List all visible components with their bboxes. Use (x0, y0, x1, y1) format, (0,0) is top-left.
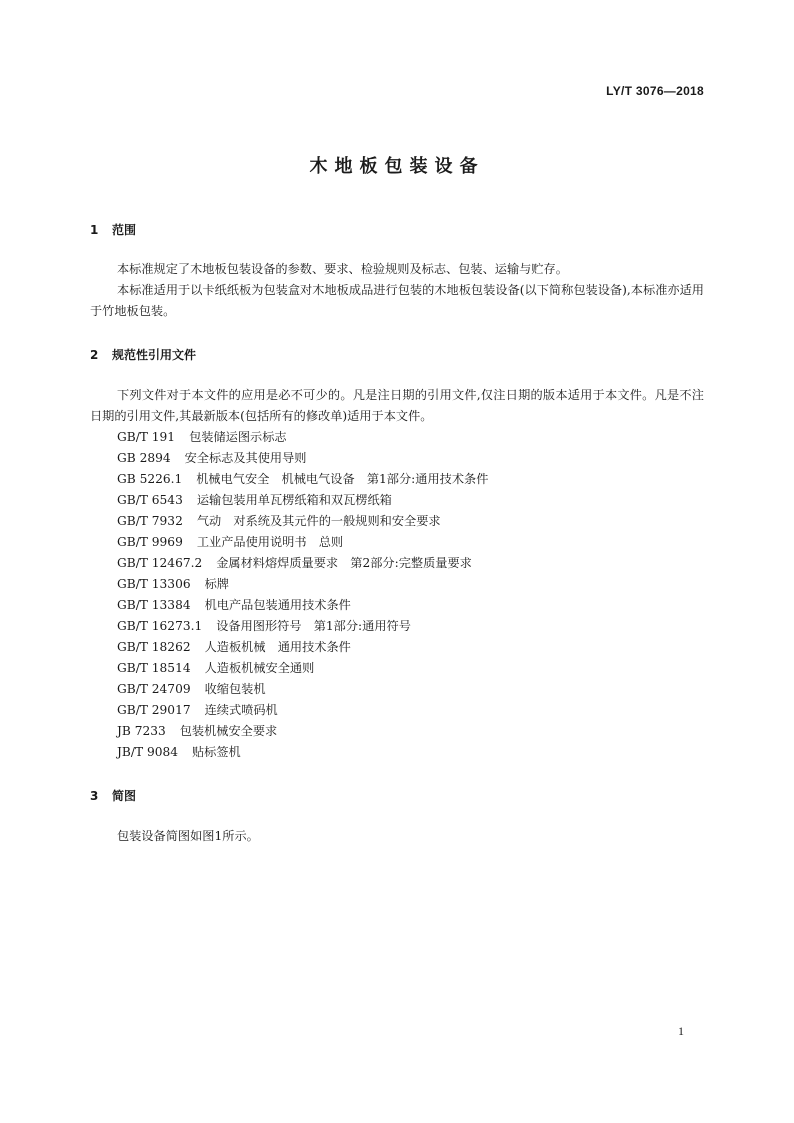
reference-title: 收缩包装机 (204, 682, 266, 696)
reference-list (117, 427, 488, 763)
section-number: 2 (90, 348, 99, 362)
references-intro-paragraph: 下列文件对于本文件的应用是必不可少的。凡是注日期的引用文件,仅注日期的版本适用于本文件。凡是不注日期的引用文件,其最新版本(包括所有的修改单)适用于本文件。 (90, 388, 704, 423)
diagram-paragraph: 包装设备简图如图1所示。 (117, 829, 259, 843)
reference-code: GB/T 9969 (117, 535, 183, 549)
standard-code: LY/T 3076—2018 (606, 84, 704, 98)
section-title: 范围 (112, 223, 137, 237)
reference-item (117, 637, 488, 658)
section-title: 规范性引用文件 (112, 348, 197, 362)
reference-title: 设备用图形符号 第1部分:通用符号 (216, 619, 411, 633)
reference-code: JB/T 9084 (117, 745, 178, 759)
reference-code: JB 7233 (117, 724, 166, 738)
document-title: 木地板包装设备 (309, 156, 485, 177)
section-heading-diagram (90, 787, 136, 804)
reference-code: GB/T 16273.1 (117, 619, 203, 633)
reference-item (117, 742, 488, 763)
section-title: 简图 (112, 789, 137, 803)
reference-code: GB 5226.1 (117, 472, 183, 486)
reference-code: GB/T 191 (117, 430, 176, 444)
reference-item (117, 595, 488, 616)
reference-item (117, 721, 488, 742)
reference-title: 机电产品包装通用技术条件 (204, 598, 351, 612)
reference-code: GB/T 6543 (117, 493, 183, 507)
reference-title: 机械电气安全 机械电气设备 第1部分:通用技术条件 (196, 472, 489, 486)
reference-item (117, 700, 488, 721)
section-heading-scope (90, 221, 136, 238)
reference-item (117, 427, 488, 448)
reference-title: 安全标志及其使用导则 (184, 451, 307, 465)
reference-item (117, 511, 488, 532)
reference-title: 工业产品使用说明书 总则 (196, 535, 344, 549)
scope-paragraph-2: 本标准适用于以卡纸纸板为包装盒对木地板成品进行包装的木地板包装设备(以下简称包装设备),本标准亦适用于竹地板包装。 (90, 283, 704, 318)
reference-item (117, 532, 488, 553)
reference-code: GB/T 18514 (117, 661, 191, 675)
reference-code: GB/T 29017 (117, 703, 191, 717)
reference-item (117, 658, 488, 679)
page-number: 1 (678, 1024, 684, 1038)
reference-title: 人造板机械安全通则 (204, 661, 315, 675)
reference-item (117, 448, 488, 469)
reference-code: GB/T 24709 (117, 682, 191, 696)
section-number: 1 (90, 223, 99, 237)
reference-title: 贴标签机 (191, 745, 241, 759)
reference-title: 包装机械安全要求 (179, 724, 278, 738)
reference-title: 运输包装用单瓦楞纸箱和双瓦楞纸箱 (196, 493, 392, 507)
section-heading-normative-references (90, 346, 196, 363)
reference-item (117, 469, 488, 490)
reference-title: 人造板机械 通用技术条件 (204, 640, 351, 654)
reference-title: 金属材料熔焊质量要求 第2部分:完整质量要求 (216, 556, 472, 570)
reference-title: 包装储运图示标志 (189, 430, 287, 444)
reference-code: GB/T 7932 (117, 514, 183, 528)
reference-code: GB/T 18262 (117, 640, 191, 654)
reference-code: GB 2894 (117, 451, 171, 465)
reference-code: GB/T 13306 (117, 577, 191, 591)
reference-code: GB/T 13384 (117, 598, 191, 612)
reference-title: 连续式喷码机 (204, 703, 278, 717)
reference-item (117, 574, 488, 595)
reference-item (117, 616, 488, 637)
scope-paragraph-1: 本标准规定了木地板包装设备的参数、要求、检验规则及标志、包装、运输与贮存。 (117, 262, 568, 276)
reference-item (117, 679, 488, 700)
section-number: 3 (90, 789, 99, 803)
reference-title: 标牌 (204, 577, 229, 591)
reference-title: 气动 对系统及其元件的一般规则和安全要求 (196, 514, 441, 528)
reference-code: GB/T 12467.2 (117, 556, 203, 570)
reference-item (117, 553, 488, 574)
reference-item (117, 490, 488, 511)
